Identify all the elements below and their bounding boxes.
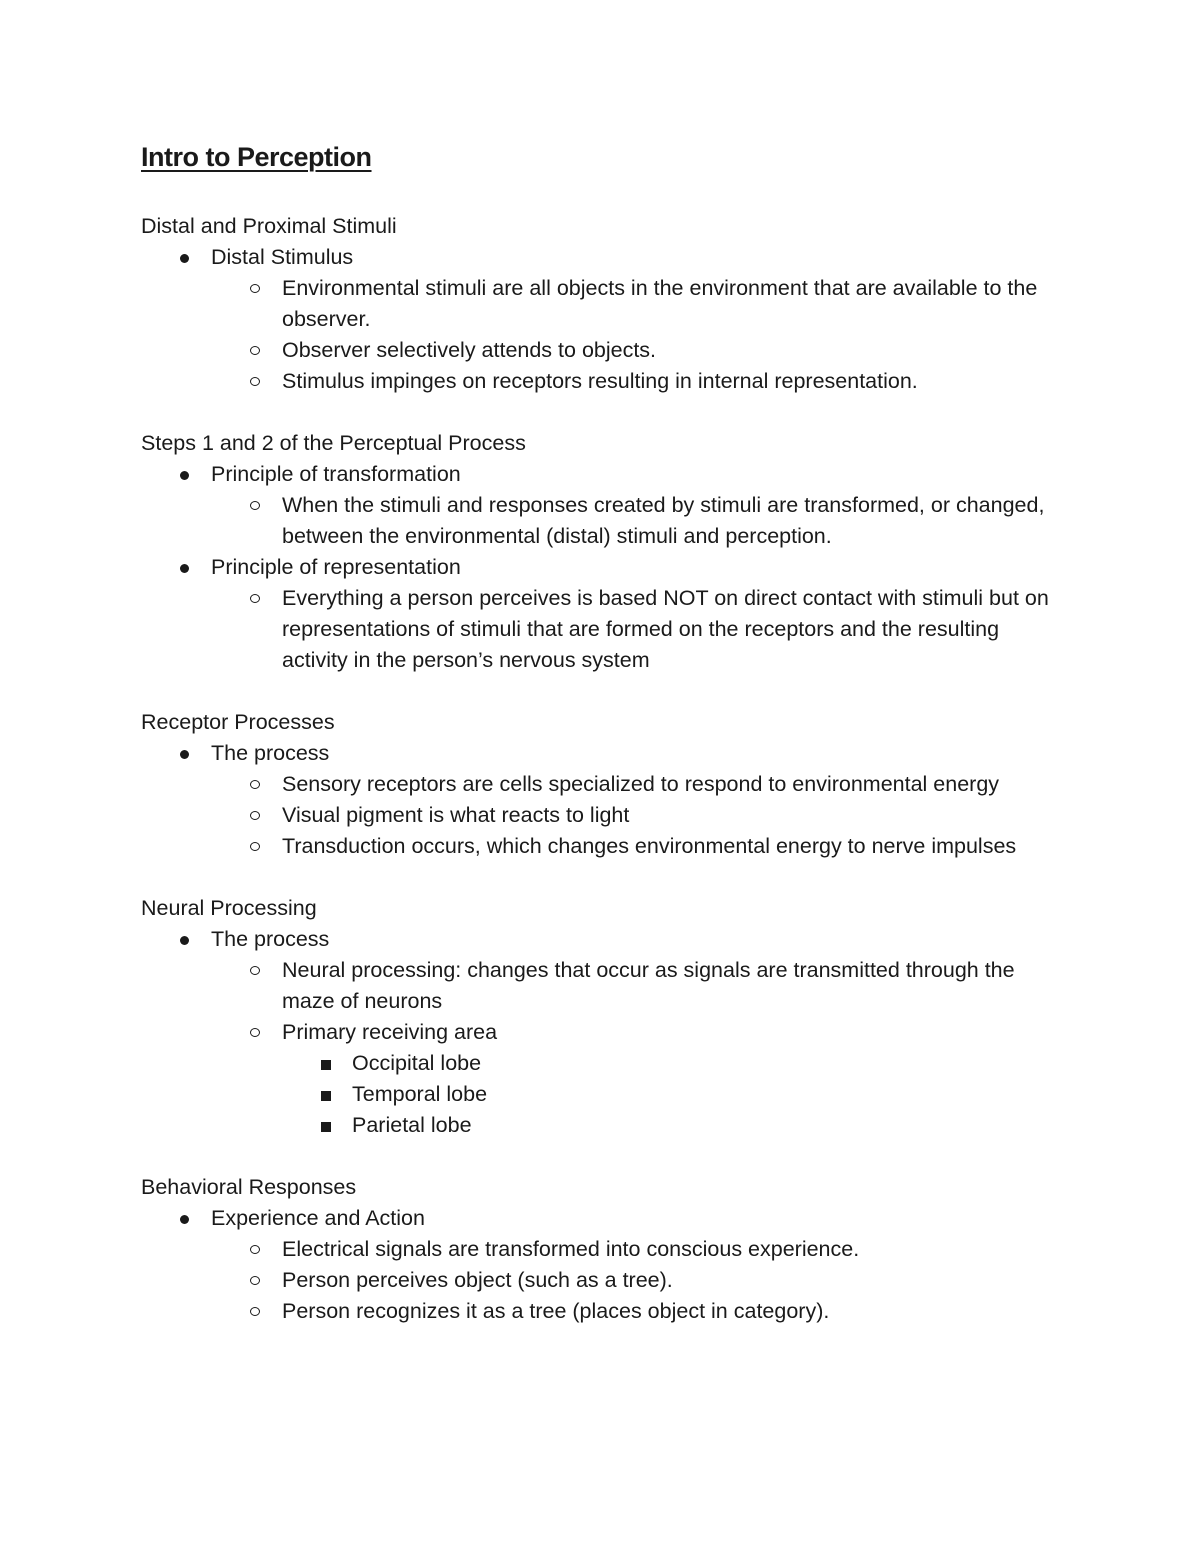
list-item: Primary receiving area Occipital lobe Temporal lobe Parietal lobe [211, 1017, 1061, 1141]
list-item: Parietal lobe [282, 1110, 1061, 1141]
document-page [141, 138, 1061, 1327]
circle-bullet-icon [250, 377, 260, 386]
list-item: Transduction occurs, which changes environmental energy to nerve impulses [211, 831, 1061, 862]
square-bullet-icon [321, 1091, 331, 1101]
section-distal-proximal [141, 211, 1061, 397]
section-neural-processing [141, 893, 1061, 1141]
circle-bullet-icon [250, 501, 260, 510]
list-item: Everything a person perceives is based NOT on direct contact with stimuli but on representations of stimuli that are formed on the receptors and the resulting activity in the person’s nervous system [211, 583, 1061, 676]
circle-bullet-icon [250, 1028, 260, 1037]
list-item: Stimulus impinges on receptors resulting in internal representation. [211, 366, 1061, 397]
disc-bullet-icon [180, 1215, 189, 1224]
list-item: Environmental stimuli are all objects in the environment that are available to the observer. [211, 273, 1061, 335]
list-item: Observer selectively attends to objects. [211, 335, 1061, 366]
circle-bullet-icon [250, 780, 260, 789]
disc-bullet-icon [180, 750, 189, 759]
circle-bullet-icon [250, 1307, 260, 1316]
list-item: Person recognizes it as a tree (places object in category). [211, 1296, 1061, 1327]
section-behavioral-responses [141, 1172, 1061, 1327]
list-item: Experience and Action Electrical signals are transformed into conscious experience. Person perceives object (such as a tree). Person recognizes it as a tree (places object in category). [141, 1203, 1061, 1327]
list-item: Temporal lobe [282, 1079, 1061, 1110]
circle-bullet-icon [250, 1245, 260, 1254]
page-title: Intro to Perception [141, 142, 372, 172]
circle-bullet-icon [250, 1276, 260, 1285]
circle-bullet-icon [250, 811, 260, 820]
list-item: When the stimuli and responses created by stimuli are transformed, or changed, between the environmental (distal) stimuli and perception. [211, 490, 1061, 552]
circle-bullet-icon [250, 346, 260, 355]
section-heading: Steps 1 and 2 of the Perceptual Process [141, 431, 526, 455]
list-item: Sensory receptors are cells specialized to respond to environmental energy [211, 769, 1061, 800]
circle-bullet-icon [250, 842, 260, 851]
disc-bullet-icon [180, 564, 189, 573]
circle-bullet-icon [250, 594, 260, 603]
section-heading: Neural Processing [141, 896, 317, 920]
list-item: Occipital lobe [282, 1048, 1061, 1079]
circle-bullet-icon [250, 966, 260, 975]
list-item: Distal Stimulus Environmental stimuli are all objects in the environment that are available to the observer. Observer selectively attends to objects. Stimulus impinges on receptors resulting in internal representation. [141, 242, 1061, 397]
square-bullet-icon [321, 1122, 331, 1132]
section-heading: Behavioral Responses [141, 1175, 357, 1199]
list-item: The process Neural processing: changes that occur as signals are transmitted through the maze of neurons Primary receiving area Occipital lobe Temporal lobe Parietal lobe [141, 924, 1061, 1141]
disc-bullet-icon [180, 936, 189, 945]
disc-bullet-icon [180, 471, 189, 480]
list-item: Visual pigment is what reacts to light [211, 800, 1061, 831]
square-bullet-icon [321, 1060, 331, 1070]
circle-bullet-icon [250, 284, 260, 293]
section-perceptual-process [141, 428, 1061, 676]
list-item: The process Sensory receptors are cells specialized to respond to environmental energy Visual pigment is what reacts to light Transduction occurs, which changes environmental energy to nerve impulses [141, 738, 1061, 862]
list-item: Neural processing: changes that occur as signals are transmitted through the maze of neurons [211, 955, 1061, 1017]
section-heading: Distal and Proximal Stimuli [141, 214, 397, 238]
disc-bullet-icon [180, 254, 189, 263]
list-item: Electrical signals are transformed into conscious experience. [211, 1234, 1061, 1265]
section-heading: Receptor Processes [141, 710, 335, 734]
list-item: Principle of transformation When the stimuli and responses created by stimuli are transformed, or changed, between the environmental (distal) stimuli and perception. [141, 459, 1061, 552]
section-receptor-processes [141, 707, 1061, 862]
list-item: Person perceives object (such as a tree). [211, 1265, 1061, 1296]
list-item: Principle of representation Everything a person perceives is based NOT on direct contact with stimuli but on representations of stimuli that are formed on the receptors and the resulting activity in the person’s nervous system [141, 552, 1061, 676]
